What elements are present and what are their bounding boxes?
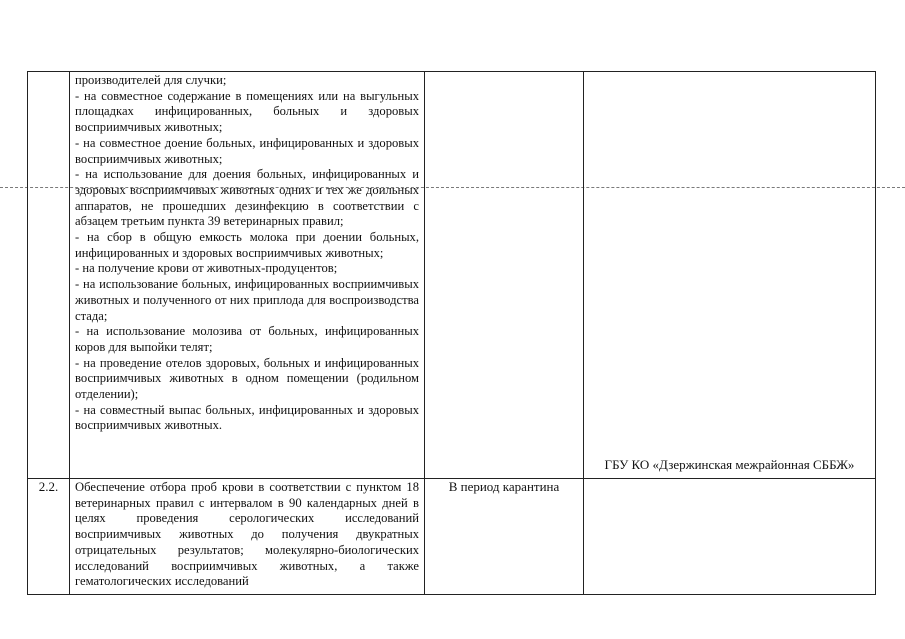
row-number-cell xyxy=(28,479,70,595)
measure-line: Обеспечение отбора проб крови в соответствии с пунктом 18 ветеринарных правил с интервалом в 90 календарных дней в целях проведения серологических исследований восприимчивых животных до получения двукратных отрицательных результатов; молекулярно-биологических исследований восприимчивых животных, а также гематологических исследований xyxy=(75,480,419,589)
measure-line: - на использование молозива от больных, инфицированных коров для выпойки телят; xyxy=(75,324,419,354)
responsible-cell xyxy=(584,72,876,479)
row-number-cell xyxy=(28,72,70,479)
responsible-text: ГБУ КО «Дзержинская межрайонная СББЖ» xyxy=(604,457,855,472)
measures-table xyxy=(27,71,876,595)
period-cell xyxy=(425,72,584,479)
table-row xyxy=(28,479,876,595)
row-number: 2.2. xyxy=(38,479,59,494)
measure-line: - на проведение отелов здоровых, больных и инфицированных восприимчивых животных в одном помещении (родильном отделении); xyxy=(75,355,419,402)
measure-line: - на совместное содержание в помещениях или на выгульных площадках инфицированных, больных и здоровых восприимчивых животных; xyxy=(75,88,419,135)
measure-description-cell xyxy=(70,479,425,595)
measure-line: - на получение крови от животных-продуцентов; xyxy=(75,261,338,276)
measure-description-cell xyxy=(70,72,425,479)
responsible-cell xyxy=(584,457,876,595)
measure-line: - на использование больных, инфицированных восприимчивых животных и полученного от них приплода для воспроизводства стада; xyxy=(75,277,419,323)
measure-line: - на использование для доения больных, инфицированных и здоровых восприимчивых животных одних и тех же доильных аппаратов, не прошедших дезинфекцию в соответствии с абзацем третьим пункта 39 ветеринарных правил; xyxy=(75,167,419,229)
period-cell xyxy=(425,479,584,595)
measure-description xyxy=(70,479,424,590)
measure-line: - на сбор в общую емкость молока при доении больных, инфицированных и здоровых восприимчивых животных; xyxy=(75,230,419,260)
measure-line: - на совместный выпас больных, инфицированных и здоровых восприимчивых животных. xyxy=(75,402,419,433)
measure-line: производителей для случки; xyxy=(75,73,227,87)
measure-line: - на совместное доение больных, инфицированных и здоровых восприимчивых животных; xyxy=(75,135,419,166)
measure-description xyxy=(70,72,424,434)
table-row xyxy=(28,72,876,479)
period-text: В период карантина xyxy=(448,479,560,494)
